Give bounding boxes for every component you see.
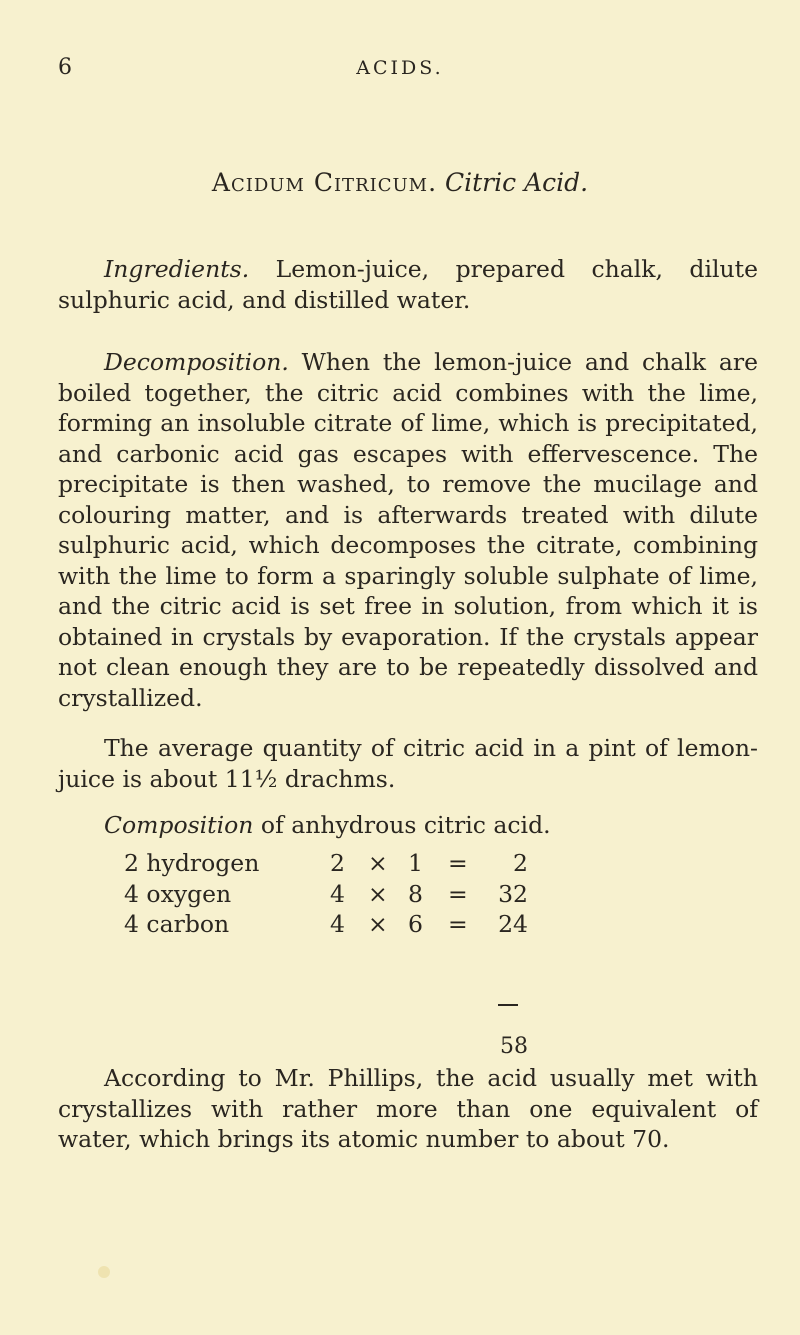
composition-heading xyxy=(58,810,758,841)
row-result: 2 xyxy=(513,849,528,877)
average-text: The average quantity of citric acid in a pint of lemon-juice is about 11½ drachms. xyxy=(58,734,758,793)
equals-sign: = xyxy=(448,879,468,908)
element-name: 2 hydrogen xyxy=(124,849,260,877)
average-paragraph xyxy=(58,733,758,794)
decomposition-lead: Decomposition. xyxy=(104,348,289,376)
decomposition-paragraph xyxy=(58,347,758,713)
row-result: 32 xyxy=(498,879,528,908)
ingredients-text: Lemon-juice, prepared chalk, dilute sulphuric acid, and distilled water. xyxy=(58,255,758,314)
atom-count: 4 xyxy=(330,910,345,938)
atom-count: 4 xyxy=(330,879,345,908)
decomposition-text: When the lemon-juice and chalk are boiled together, the citric acid combines with the lime, forming an insoluble citrate of lime, which is precipitated, and carbonic acid gas escapes with effervescence. The precipitate is then washed, to remove the mucilage and colouring matter, and is afterwards treated with dilute sulphuric acid, which decomposes the citrate, combining with the lime to form a sparingly soluble sulphate of lime, and the citric acid is set free in solution, from which it is obtained in crystals by evaporation. If the crystals appear not clean enough they are to be repeatedly dissolved and crystallized. xyxy=(58,348,758,712)
composition-total: 58 xyxy=(500,1034,528,1059)
title-latin: Acidum Citricum. xyxy=(211,168,438,197)
times-sign: × xyxy=(368,849,388,877)
running-head: ACIDS. xyxy=(356,57,444,79)
times-sign: × xyxy=(368,879,388,908)
section-title xyxy=(0,168,800,197)
row-result: 24 xyxy=(498,910,528,938)
ingredients-lead: Ingredients. xyxy=(104,255,250,283)
element-name: 4 carbon xyxy=(124,910,230,938)
equals-sign: = xyxy=(448,849,468,877)
equals-sign: = xyxy=(448,910,468,938)
atom-count: 2 xyxy=(330,849,345,877)
sum-rule xyxy=(498,1004,518,1006)
composition-text: of anhydrous citric acid. xyxy=(260,811,551,839)
times-sign: × xyxy=(368,910,388,938)
composition-lead: Composition xyxy=(104,811,254,839)
ingredients-paragraph xyxy=(58,254,758,315)
page-number: 6 xyxy=(58,55,72,80)
paper-spot xyxy=(98,1266,110,1278)
phillips-paragraph xyxy=(58,1063,758,1155)
phillips-text: According to Mr. Phillips, the acid usually met with crystallizes with rather more than one equivalent of water, which brings its atomic number to about 70. xyxy=(58,1064,758,1153)
atomic-weight: 8 xyxy=(408,879,423,908)
element-name: 4 oxygen xyxy=(124,879,232,908)
title-english: Citric Acid. xyxy=(445,168,589,197)
atomic-weight: 6 xyxy=(408,910,423,938)
atomic-weight: 1 xyxy=(408,849,423,877)
page-header xyxy=(0,55,800,89)
